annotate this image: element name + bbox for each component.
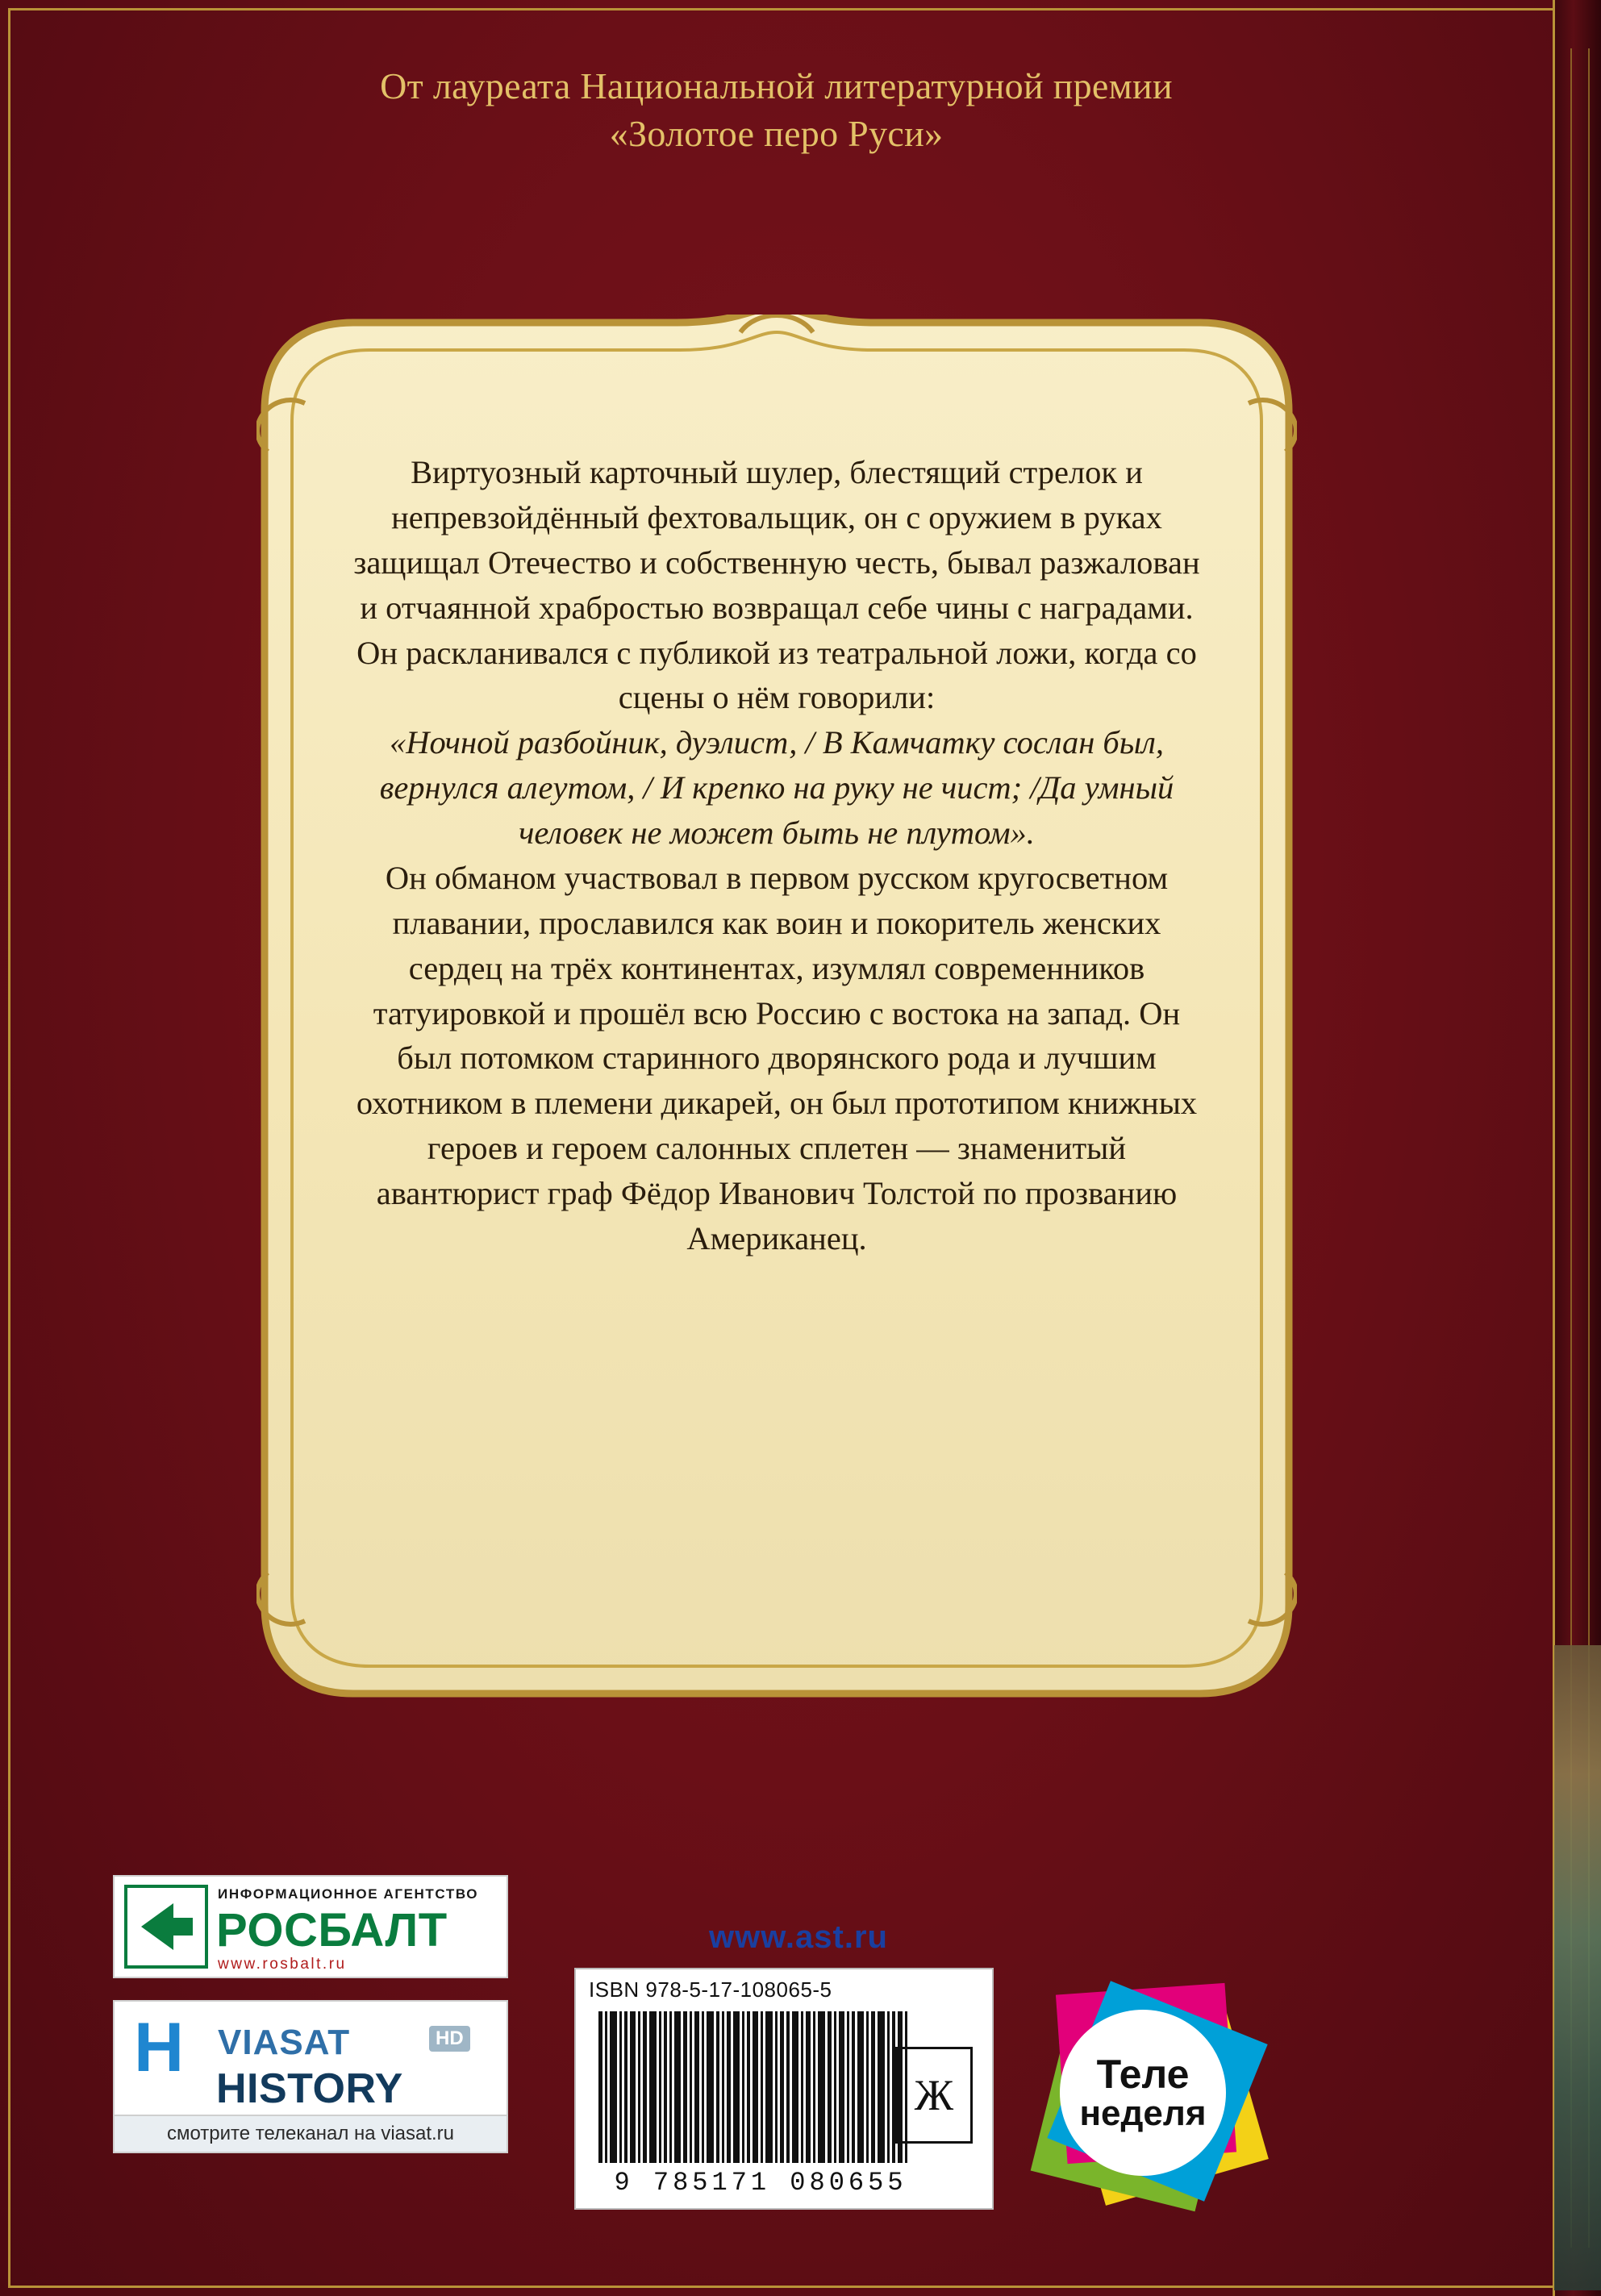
ast-publisher-mark: Ж: [895, 2047, 973, 2144]
rosbalt-tagline: ИНФОРМАЦИОННОЕ АГЕНТСТВО: [218, 1886, 479, 1902]
viasat-history-wordmark: HISTORY: [216, 2065, 403, 2112]
cover-headline: [0, 63, 1553, 158]
blurb-text: [344, 450, 1210, 1579]
left-arrow-icon: [136, 1897, 196, 1956]
blurb-panel: [256, 315, 1297, 1702]
telenedelya-logo: [1032, 1968, 1266, 2210]
isbn-barcode-block: [574, 1968, 994, 2210]
viasat-subtitle: смотрите телеканал на viasat.ru: [115, 2115, 507, 2152]
viasat-h-mark: H: [134, 2009, 185, 2086]
rosbalt-name: РОСБАЛТ: [216, 1904, 448, 1956]
isbn-label: ISBN 978-5-17-108065-5: [589, 1977, 832, 2002]
blurb-paragraph-2: Он обманом участвовал в первом русском кругосветном плавании, прославился как воин и покоритель женских сердец на трёх континентах, изумлял современников татуировкой и прошёл всю Россию с востока на запад. Он был потомком старинного дворянского рода и лучшим охотником в племени дикарей, он был прототипом книжных героев и героем салонных сплетен — знаменитый авантюрист граф Фёдор Иванович Толстой по прозванию Американец.: [356, 859, 1198, 1256]
tele-line-1: Теле: [1096, 2051, 1190, 2097]
barcode: [598, 2011, 921, 2163]
rosbalt-logo: [113, 1875, 508, 1978]
viasat-history-logo: [113, 2000, 508, 2153]
headline-line-1: От лауреата Национальной литературной премии: [380, 65, 1173, 106]
viasat-wordmark: VIASAT: [218, 2023, 351, 2062]
tele-circle: [1060, 2010, 1226, 2176]
rosbalt-arrow-icon: [124, 1885, 208, 1969]
viasat-hd-badge: HD: [429, 2026, 470, 2052]
blurb-paragraph-1: Виртуозный карточный шулер, блестящий стрелок и непревзойдённый фехтовальщик, он с оружием в руках защищал Отечество и собственную честь, бывал разжалован и отчаянной храбростью возвращал себе чины с наградами. Он раскланивался с публикой из театральной ложи, когда со сцены о нём говорили:: [353, 454, 1200, 716]
tele-line-2: неделя: [1079, 2094, 1207, 2134]
barcode-digits: 9 785171 080655: [614, 2168, 907, 2198]
rosbalt-url: www.rosbalt.ru: [218, 1956, 347, 1973]
spine-photo-edge: [1554, 1645, 1601, 2290]
headline-line-2: «Золотое перо Руси»: [609, 112, 944, 154]
publisher-website[interactable]: www.ast.ru: [709, 1919, 888, 1955]
blurb-quote: «Ночной разбойник, дуэлист, / В Камчатку сослан был, вернулся алеутом, / И крепко на руку не чист; /Да умный человек не может быть не плутом».: [379, 724, 1174, 851]
